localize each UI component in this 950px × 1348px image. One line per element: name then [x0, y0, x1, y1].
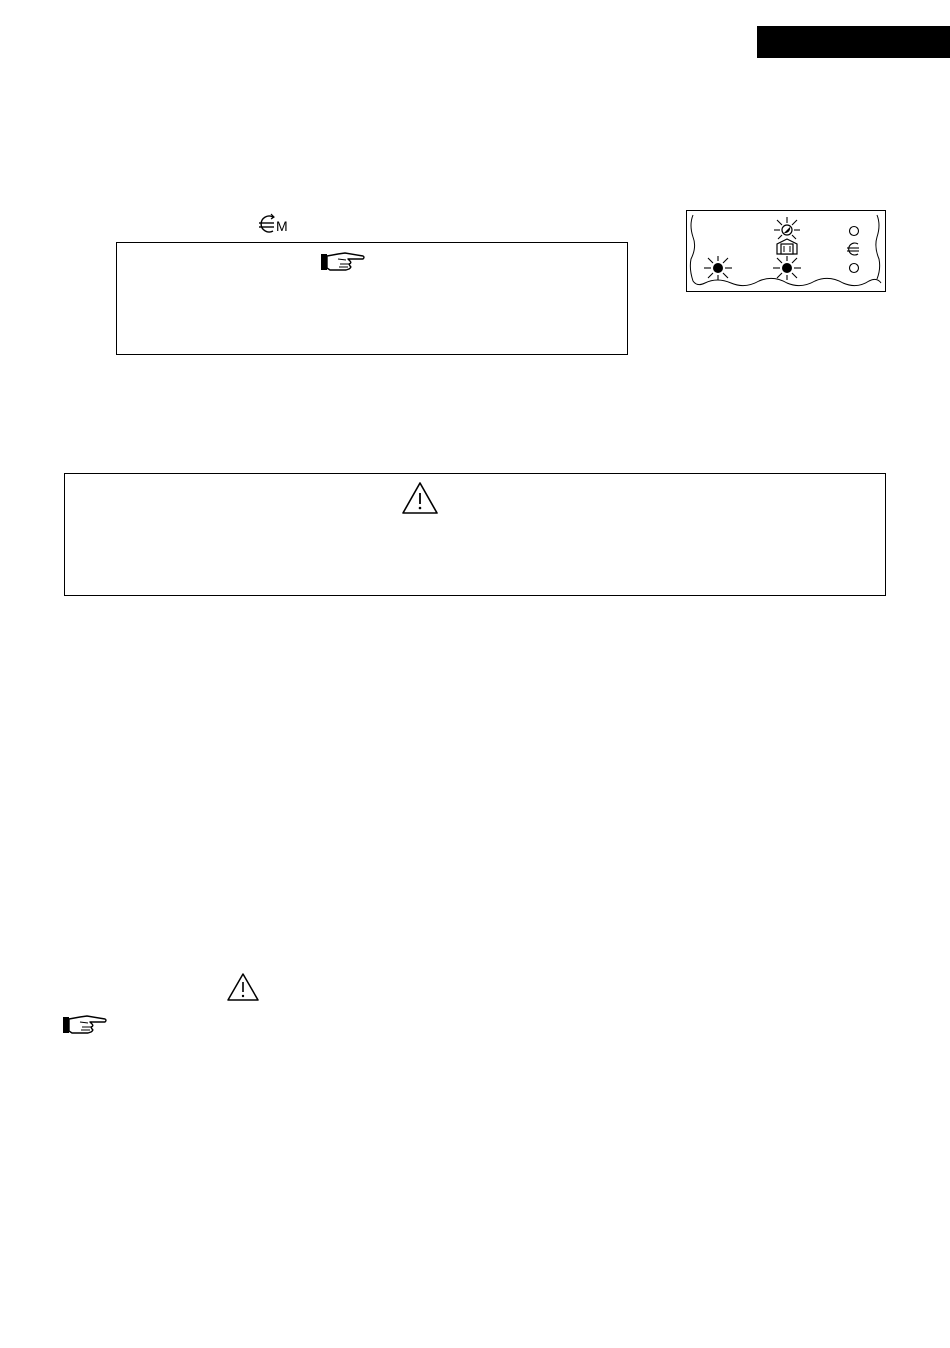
- section-tab: [757, 26, 950, 58]
- warning-triangle-icon: [226, 972, 260, 1002]
- indicator-panel: [686, 210, 886, 292]
- pointing-hand-icon: [320, 251, 366, 273]
- off-dot-icon: [850, 227, 859, 236]
- manual-letter: M: [276, 218, 288, 234]
- warning-triangle-icon: [401, 481, 439, 515]
- indicator-panel-drawing: [687, 211, 885, 291]
- blinking-dot-icon: [773, 256, 801, 280]
- off-dot-icon: [850, 264, 859, 273]
- warning-box: [64, 473, 886, 596]
- blinking-dot-icon: [704, 256, 732, 280]
- rinse-icon: [847, 243, 859, 255]
- note-box: [116, 242, 628, 355]
- door-icon: [777, 239, 797, 254]
- blinking-lock-dot-icon: [774, 217, 800, 239]
- pointing-hand-icon: [62, 1014, 108, 1036]
